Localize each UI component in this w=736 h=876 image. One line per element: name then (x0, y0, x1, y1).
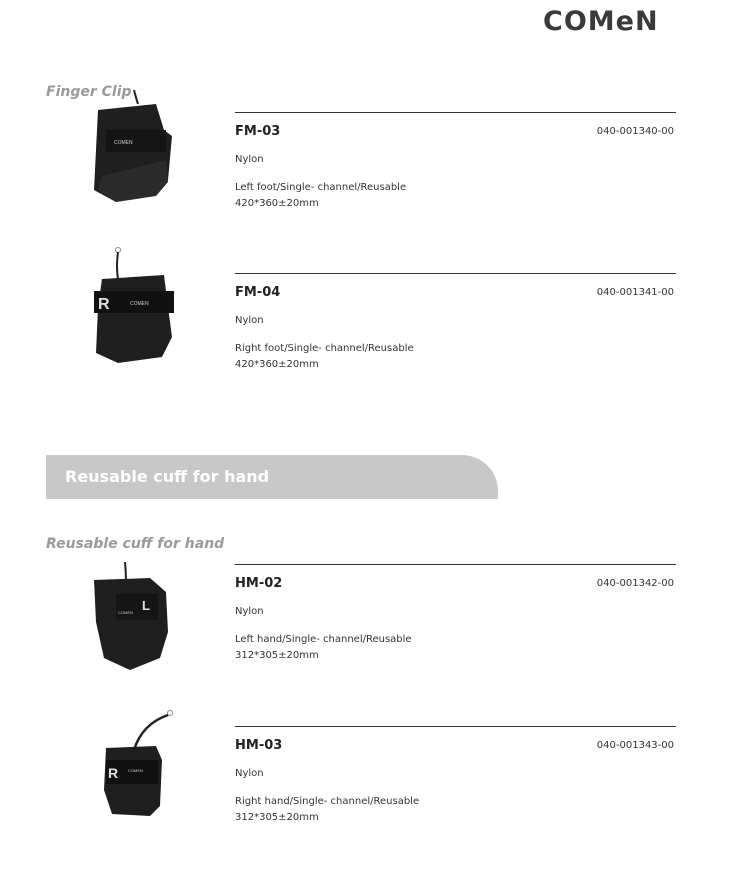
description: Left foot/Single- channel/Reusable (235, 182, 407, 193)
material: Nylon (235, 154, 264, 165)
cuff-letter: R (108, 765, 119, 781)
cuff-brand-label: COMEN (114, 140, 133, 146)
cuff-brand-label: COMEN (118, 610, 133, 615)
product-fm-04 (46, 273, 676, 423)
description: Right foot/Single- channel/Reusable (235, 343, 414, 354)
section-label-hand-cuff: Reusable cuff for hand (46, 536, 225, 552)
size: 420*360±20mm (235, 198, 319, 209)
product-fm-03 (46, 112, 676, 262)
product-hm-02 (46, 564, 676, 714)
model-number: FM-04 (235, 285, 281, 300)
model-number: HM-03 (235, 738, 283, 753)
section-label-finger-clip: Finger Clip (46, 84, 132, 100)
divider-rule (235, 564, 676, 565)
divider-rule (235, 273, 676, 274)
foot-cuff-left-image (86, 90, 176, 212)
cuff-letter: L (142, 598, 150, 613)
divider-rule (235, 726, 676, 727)
foot-cuff-right-image (88, 247, 180, 367)
divider-rule (235, 112, 676, 113)
size: 312*305±20mm (235, 650, 319, 661)
material: Nylon (235, 606, 264, 617)
part-code: 040-001341-00 (596, 287, 674, 298)
material: Nylon (235, 315, 264, 326)
size: 312*305±20mm (235, 812, 319, 823)
part-code: 040-001343-00 (596, 740, 674, 751)
cuff-brand-label: COMEN (130, 301, 149, 307)
part-code: 040-001342-00 (596, 578, 674, 589)
hand-cuff-left-image (90, 562, 180, 674)
hand-cuff-right-image (98, 710, 194, 822)
model-number: FM-03 (235, 124, 281, 139)
part-code: 040-001340-00 (596, 126, 674, 137)
size: 420*360±20mm (235, 359, 319, 370)
description: Right hand/Single- channel/Reusable (235, 796, 420, 807)
cuff-brand-label: COMEN (128, 768, 143, 773)
description: Left hand/Single- channel/Reusable (235, 634, 412, 645)
product-hm-03 (46, 726, 676, 876)
section-banner (46, 455, 498, 499)
material: Nylon (235, 768, 264, 779)
cuff-letter: R (98, 296, 110, 313)
brand-logo: COMeN (543, 6, 659, 37)
model-number: HM-02 (235, 576, 283, 591)
section-banner-title: Reusable cuff for hand (65, 467, 270, 486)
